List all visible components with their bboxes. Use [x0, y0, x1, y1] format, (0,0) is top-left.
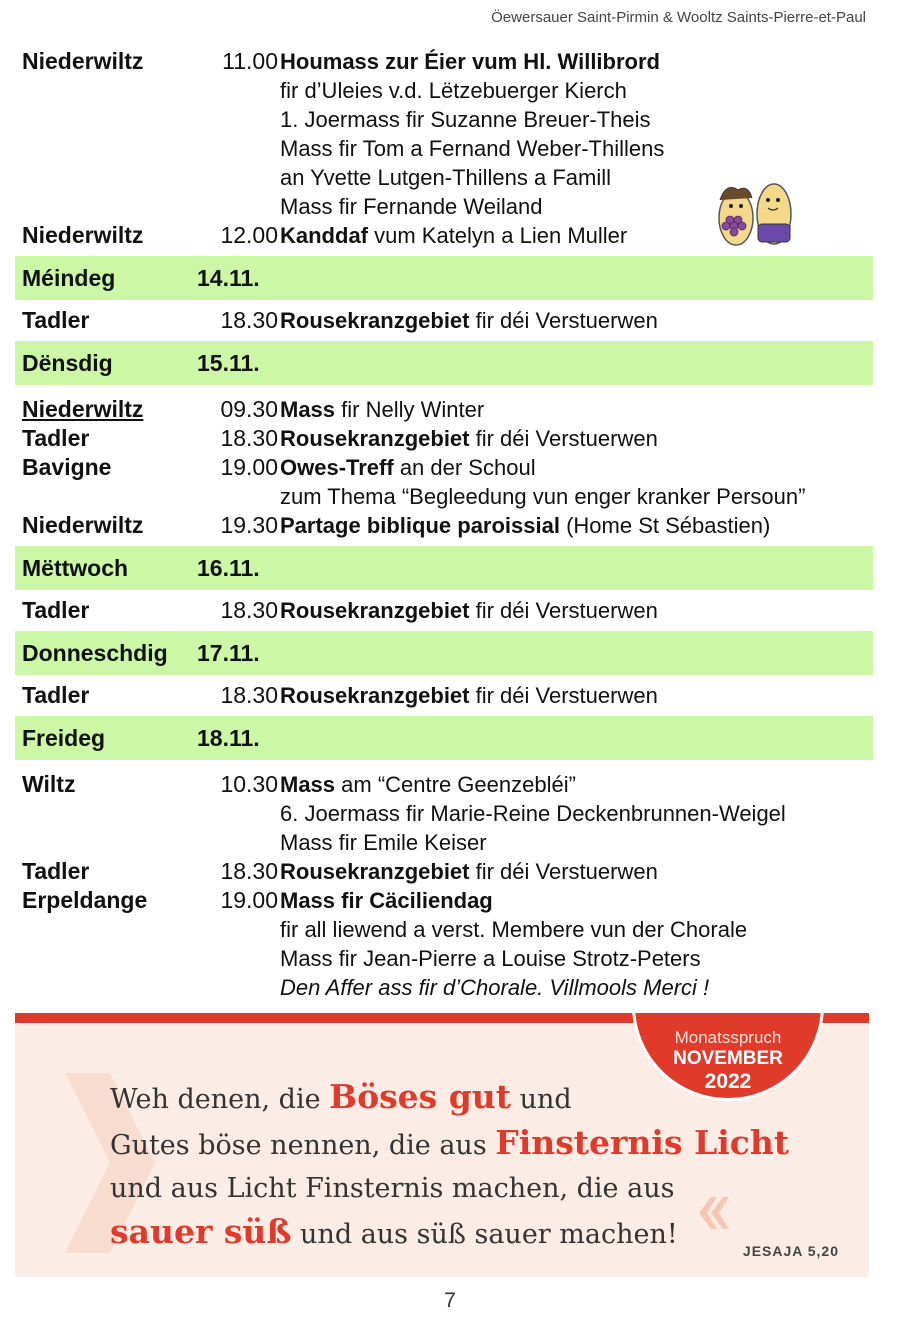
page-number: 7: [444, 1289, 456, 1312]
monthly-verse-banner: [15, 1013, 869, 1277]
time: 09.30: [220, 396, 278, 422]
description: Owes-Treff an der Schoul: [280, 455, 536, 480]
location: Tadler: [22, 682, 90, 708]
schedule-row: [15, 681, 873, 710]
bible-quote: [110, 1075, 789, 1256]
time: 18.30: [220, 307, 278, 333]
location: Niederwiltz: [22, 48, 144, 74]
time: 19.00: [220, 454, 278, 480]
day-name: Mëttwoch: [22, 555, 129, 581]
day-date: 16.11.: [197, 555, 260, 581]
schedule-row: [15, 857, 873, 886]
location: Tadler: [22, 597, 90, 623]
event-title: Rousekranzgebiet: [280, 683, 470, 708]
day-header: [15, 256, 873, 300]
description: Rousekranzgebiet fir déi Verstuerwen: [280, 308, 658, 333]
event-title: Mass: [280, 772, 336, 797]
quote-line: sauer süß und aus süß sauer machen!: [110, 1212, 678, 1251]
location: Wiltz: [22, 771, 76, 797]
close-quote-icon: [697, 1193, 731, 1233]
description: Rousekranzgebiet fir déi Verstuerwen: [280, 859, 658, 884]
quote-line: Weh denen, die Böses gut und: [110, 1077, 572, 1116]
detail-line: 1. Joermass fir Suzanne Breuer-Theis: [280, 107, 651, 132]
schedule-row: [15, 47, 873, 76]
event-title: Rousekranzgebiet: [280, 598, 470, 623]
day-header: [15, 546, 873, 590]
location: Tadler: [22, 425, 90, 451]
day-name: Donneschdig: [22, 640, 168, 666]
event-title: Mass: [280, 397, 336, 422]
location: Niederwiltz: [22, 222, 144, 248]
location: Tadler: [22, 858, 90, 884]
description: [280, 886, 493, 915]
description: [280, 47, 660, 76]
detail-line: Mass fir Emile Keiser: [280, 830, 487, 855]
location: Tadler: [22, 307, 90, 333]
closing-note: Den Affer ass fir d’Chorale. Villmools Merci !: [280, 975, 710, 1000]
schedule-row: [15, 453, 873, 482]
time: 18.30: [220, 597, 278, 623]
day-header: [15, 716, 873, 760]
description: Mass am “Centre Geenzebléi”: [280, 772, 576, 797]
event-title: Owes-Treff: [280, 455, 394, 480]
schedule-row: [15, 395, 873, 424]
schedule-row: [15, 306, 873, 335]
location: Niederwiltz: [22, 512, 144, 538]
event-title: Rousekranzgebiet: [280, 308, 470, 333]
day-date: 14.11.: [197, 265, 260, 291]
description: Rousekranzgebiet fir déi Verstuerwen: [280, 426, 658, 451]
day-date: 15.11.: [197, 350, 260, 376]
event-title: Houmass zur Éier vum Hl. Willibrord: [280, 49, 660, 74]
event-title: Rousekranzgebiet: [280, 426, 470, 451]
description: Partage biblique paroissial (Home St Sébastien): [280, 513, 771, 538]
day-date: 18.11.: [197, 725, 260, 751]
detail-line: fir d’Uleies v.d. Lëtzebuerger Kierch: [280, 78, 627, 103]
event-title: Kanddaf: [280, 223, 368, 248]
detail-line: Mass fir Fernande Weiland: [280, 194, 543, 219]
time: 19.30: [220, 512, 278, 538]
day-name: Méindeg: [22, 265, 116, 291]
detail-line: 6. Joermass fir Marie-Reine Deckenbrunnen-Weigel: [280, 801, 786, 826]
day-name: Dënsdig: [22, 350, 113, 376]
day-date: 17.11.: [197, 640, 260, 666]
day-name: Freideg: [22, 725, 106, 751]
event-title: Mass fir Cäciliendag: [280, 888, 493, 913]
time: 18.30: [220, 425, 278, 451]
schedule-row: [15, 770, 873, 799]
description: Mass fir Nelly Winter: [280, 397, 485, 422]
time: 12.00: [220, 222, 278, 248]
day-header: [15, 631, 873, 675]
quote-line: und aus Licht Finsternis machen, die aus: [110, 1173, 675, 1204]
detail-line: Mass fir Tom a Fernand Weber-Thillens: [280, 136, 665, 161]
schedule-row: [15, 424, 873, 453]
time: 10.30: [220, 771, 278, 797]
monatsspruch-badge: Monatsspruch NOVEMBER 2022: [632, 1013, 824, 1101]
description: Rousekranzgebiet fir déi Verstuerwen: [280, 683, 658, 708]
time: 18.30: [220, 682, 278, 708]
schedule-row: [15, 886, 873, 915]
detail-line: Mass fir Jean-Pierre a Louise Strotz-Peters: [280, 946, 701, 971]
detail-line: zum Thema “Begleedung vun enger kranker Persoun”: [280, 484, 806, 509]
event-title: Partage biblique paroissial: [280, 513, 560, 538]
time: 19.00: [220, 887, 278, 913]
description: Rousekranzgebiet fir déi Verstuerwen: [280, 598, 658, 623]
quote-line: Gutes böse nennen, die aus Finsternis Licht: [110, 1123, 790, 1162]
verse-reference: JESAJA 5,20: [742, 1243, 839, 1259]
mascot-illustration-icon: [712, 180, 798, 250]
schedule-row: [15, 596, 873, 625]
detail-line: fir all liewend a verst. Membere vun der Chorale: [280, 917, 748, 942]
time: 11.00: [222, 48, 278, 74]
day-header: [15, 341, 873, 385]
event-title: Rousekranzgebiet: [280, 859, 470, 884]
location: Niederwiltz: [22, 396, 144, 422]
location: Bavigne: [22, 454, 112, 480]
time: 18.30: [220, 858, 278, 884]
location: Erpeldange: [22, 887, 148, 913]
detail-line: [15, 973, 873, 1002]
page-header: Öewersauer Saint-Pirmin & Wooltz Saints-Pierre-et-Paul: [491, 9, 866, 26]
schedule-row: [15, 511, 873, 540]
detail-line: an Yvette Lutgen-Thillens a Famill: [280, 165, 611, 190]
description: Kanddaf vum Katelyn a Lien Muller: [280, 223, 628, 248]
